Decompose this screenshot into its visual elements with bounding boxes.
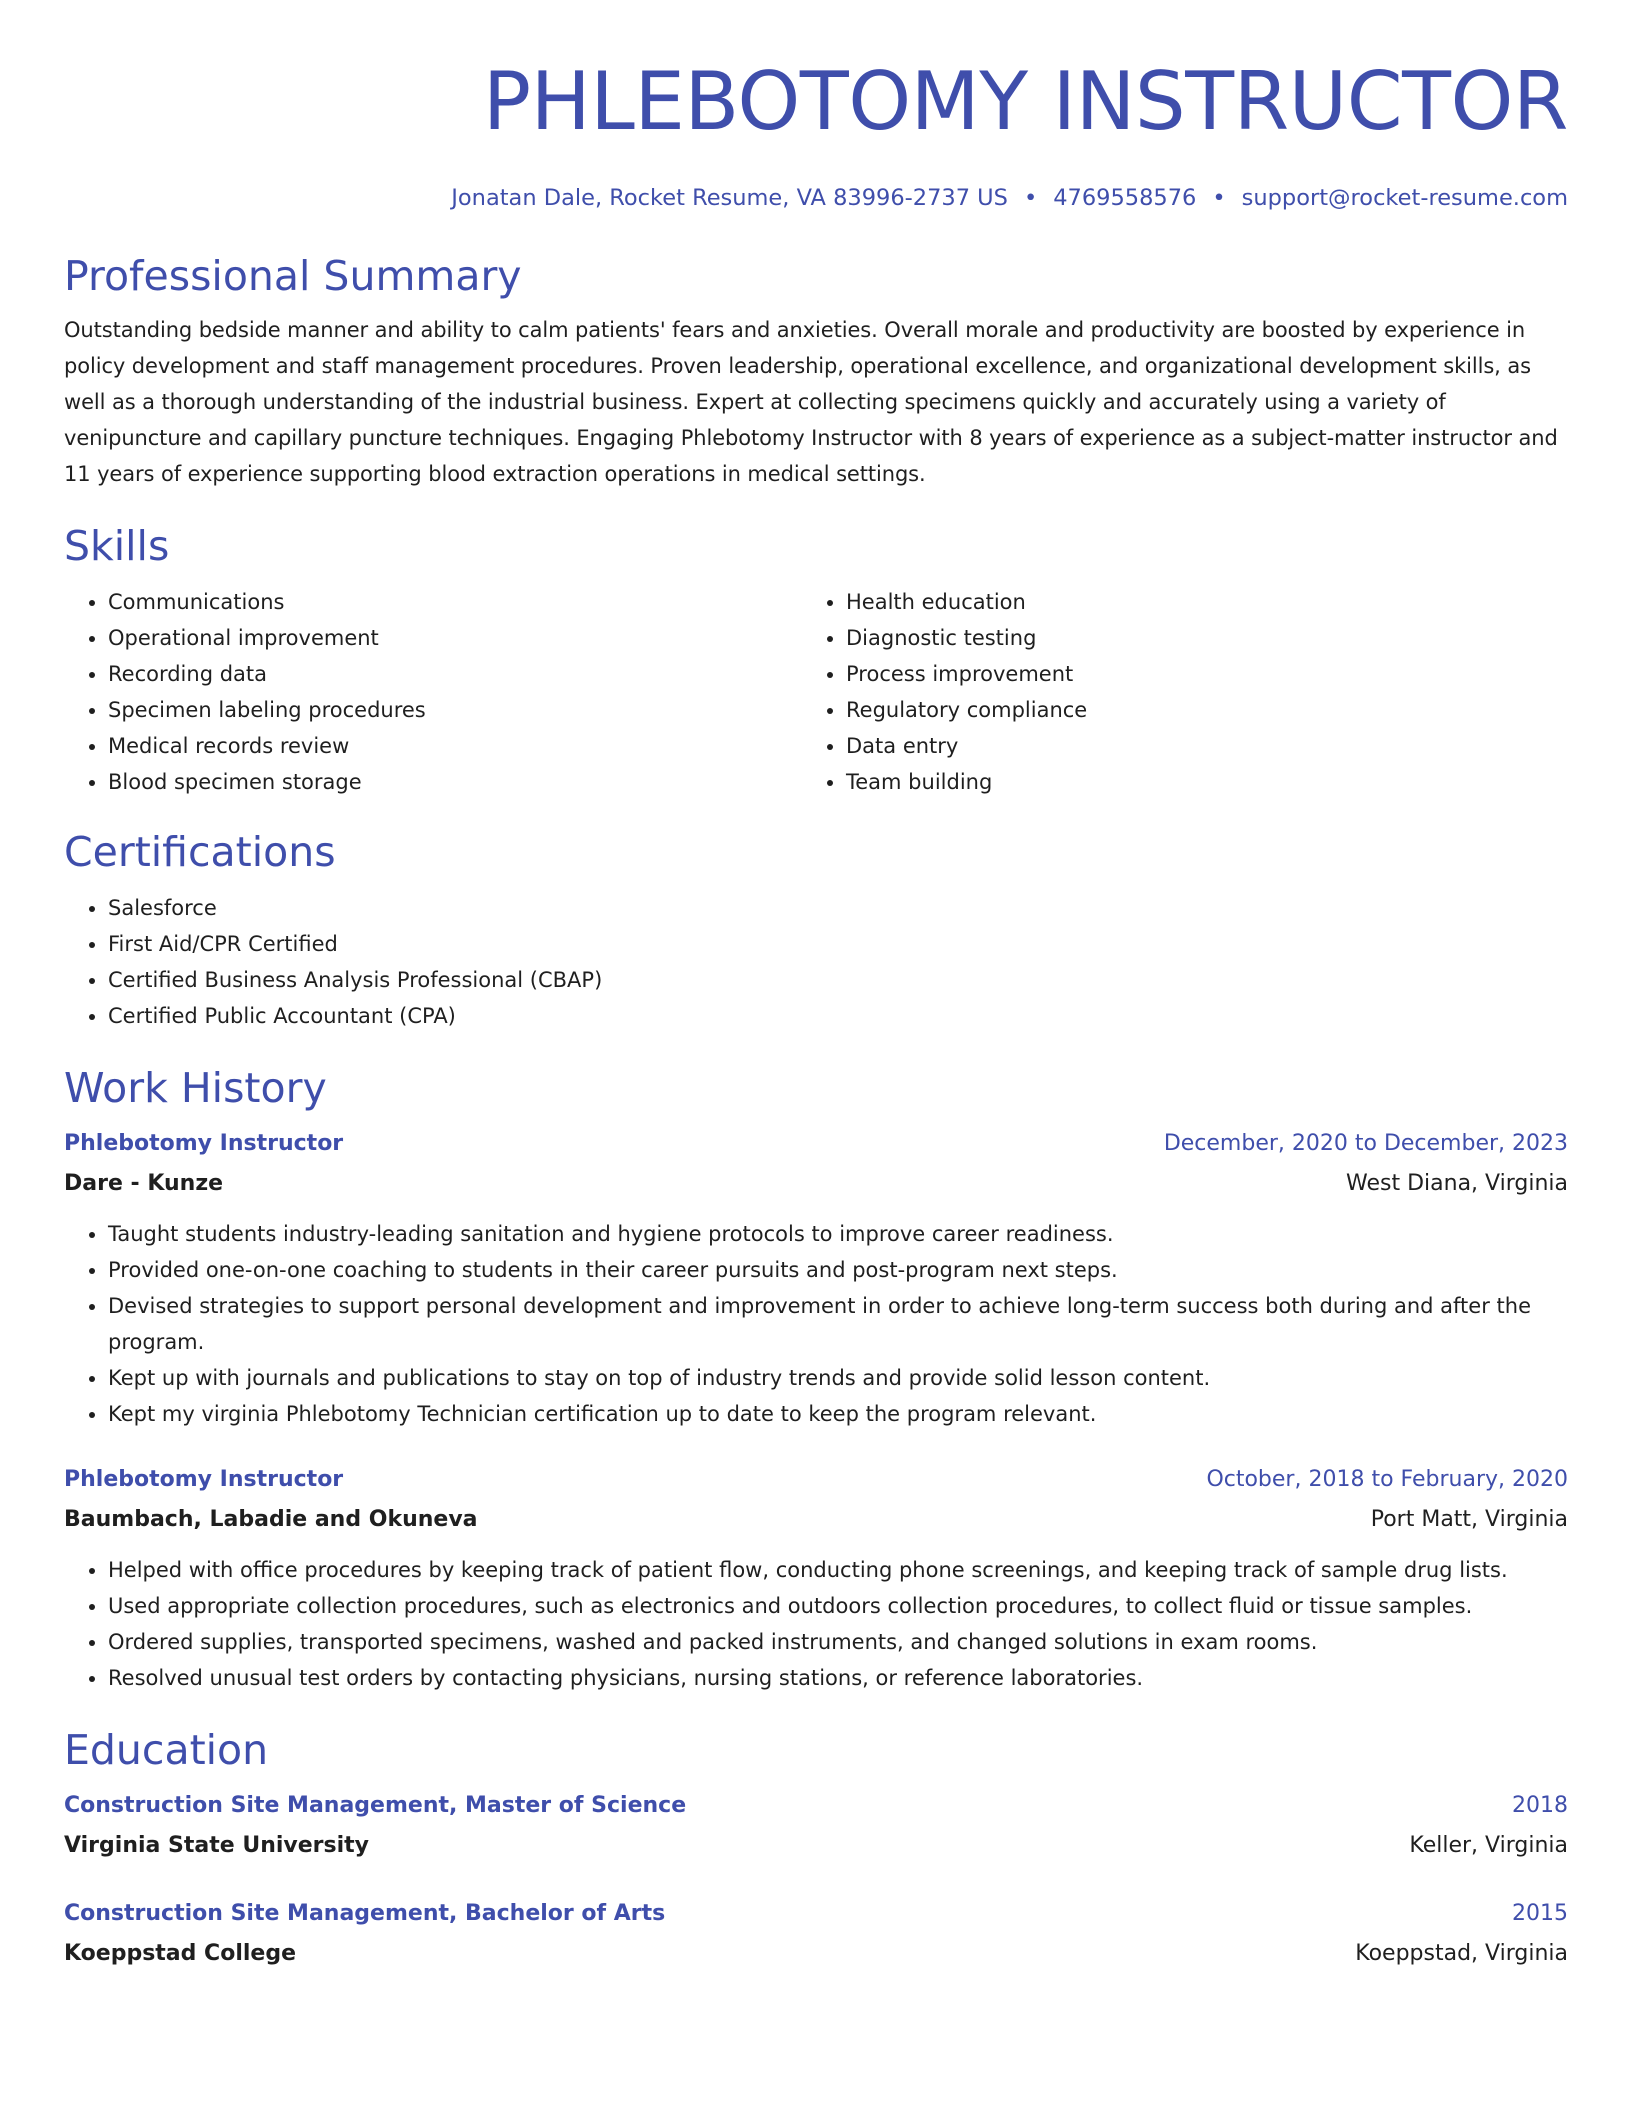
certification-item: • Certified Business Analysis Professional (CBAP) [108, 962, 1568, 998]
job-bullet: • Ordered supplies, transported specimens, washed and packed instruments, and changed solutions in exam rooms. [108, 1624, 1568, 1660]
skill-item: • Medical records review [108, 728, 802, 764]
skills-grid [64, 584, 1568, 800]
education-location: Keller, Virginia [1409, 1833, 1568, 1858]
section-heading-work-history: Work History [64, 1064, 327, 1112]
education-entry [64, 1786, 1568, 1866]
skill-item: • Health education [846, 584, 1540, 620]
education-degree-row [64, 1894, 1568, 1934]
job-bullet: • Devised strategies to support personal development and improvement in order to achieve long-term success both during and after the program. [108, 1288, 1568, 1360]
skills-column-left [64, 584, 802, 800]
education-location: Koeppstad, Virginia [1355, 1941, 1568, 1966]
certifications-list [64, 890, 1568, 1034]
contact-address: Jonatan Dale, Rocket Resume, VA 83996-2737 US [451, 185, 1008, 211]
section-heading-education: Education [64, 1726, 269, 1774]
education-degree-row [64, 1786, 1568, 1826]
skill-item: • Blood specimen storage [108, 764, 802, 800]
job-bullet: • Used appropriate collection procedures, such as electronics and outdoors collection procedures, to collect fluid or tissue samples. [108, 1588, 1568, 1624]
skills-column-right [802, 584, 1540, 800]
education-degree: Construction Site Management, Master of Science [64, 1793, 687, 1818]
job-company-row [64, 1500, 1568, 1540]
skill-item: • Regulatory compliance [846, 692, 1540, 728]
certifications-section [64, 826, 1568, 1034]
skills-section [64, 520, 1568, 800]
job-company: Dare - Kunze [64, 1171, 224, 1196]
job-dates: December, 2020 to December, 2023 [1163, 1131, 1568, 1156]
job-entry [64, 1124, 1568, 1432]
job-header-row [64, 1124, 1568, 1164]
skill-item: • Diagnostic testing [846, 620, 1540, 656]
job-entry [64, 1460, 1568, 1696]
section-heading-summary: Professional Summary [64, 252, 522, 300]
job-company: Baumbach, Labadie and Okuneva [64, 1507, 478, 1532]
summary-text: Outstanding bedside manner and ability to calm patients' fears and anxieties. Overall morale and productivity are boosted by experience in policy development and staff management procedures. Proven leadership, operational excellence, and organizational development skills, as well as a thorough understanding of the industrial business. Expert at collecting specimens quickly and accurately using a variety of venipuncture and capillary puncture techniques. Engaging Phlebotomy Instructor with 8 years of experience as a subject-matter instructor and 11 years of experience supporting blood extraction operations in medical settings. [64, 318, 1558, 486]
education-school-row [64, 1826, 1568, 1866]
education-school: Virginia State University [64, 1833, 370, 1858]
job-location: Port Matt, Virginia [1370, 1507, 1568, 1532]
job-bullet: • Provided one-on-one coaching to students in their career pursuits and post-program next steps. [108, 1252, 1568, 1288]
education-degree: Construction Site Management, Bachelor of Arts [64, 1901, 666, 1926]
certification-item: • First Aid/CPR Certified [108, 926, 1568, 962]
job-bullet: • Helped with office procedures by keeping track of patient flow, conducting phone screenings, and keeping track of sample drug lists. [108, 1552, 1568, 1588]
resume-title: PHLEBOTOMY INSTRUCTOR [482, 55, 1568, 148]
job-company-row [64, 1164, 1568, 1204]
contact-line [64, 182, 1568, 214]
job-bullet: • Taught students industry-leading sanitation and hygiene protocols to improve career readiness. [108, 1216, 1568, 1252]
job-bullets [64, 1216, 1568, 1432]
job-bullet: • Kept up with journals and publications to stay on top of industry trends and provide solid lesson content. [108, 1360, 1568, 1396]
education-school: Koeppstad College [64, 1941, 296, 1966]
skill-item: • Data entry [846, 728, 1540, 764]
job-bullet: • Kept my virginia Phlebotomy Technician certification up to date to keep the program relevant. [108, 1396, 1568, 1432]
skill-item: • Recording data [108, 656, 802, 692]
skills-list-right [802, 584, 1540, 800]
education-year: 2015 [1512, 1901, 1568, 1926]
work-history-section [64, 1062, 1568, 1696]
skill-item: • Specimen labeling procedures [108, 692, 802, 728]
separator-dot: • [1023, 185, 1038, 211]
job-header-row [64, 1460, 1568, 1500]
education-school-row [64, 1934, 1568, 1974]
job-bullets [64, 1552, 1568, 1696]
skill-item: • Communications [108, 584, 802, 620]
summary-section [64, 250, 1568, 492]
separator-dot: • [1212, 185, 1226, 211]
job-dates: October, 2018 to February, 2020 [1206, 1467, 1568, 1492]
education-entry [64, 1894, 1568, 1974]
job-title: Phlebotomy Instructor [64, 1131, 344, 1156]
education-section [64, 1724, 1568, 1974]
contact-phone: 4769558576 [1053, 185, 1197, 211]
certification-item: • Certified Public Accountant (CPA) [108, 998, 1568, 1034]
skill-item: • Team building [846, 764, 1540, 800]
section-heading-certifications: Certifications [64, 828, 336, 876]
contact-email[interactable]: support@rocket-resume.com [1241, 185, 1568, 211]
certification-item: • Salesforce [108, 890, 1568, 926]
job-location: West Diana, Virginia [1346, 1171, 1568, 1196]
skills-list-left [64, 584, 802, 800]
education-year: 2018 [1512, 1793, 1568, 1818]
section-heading-skills: Skills [64, 522, 170, 570]
skill-item: • Operational improvement [108, 620, 802, 656]
job-title: Phlebotomy Instructor [64, 1467, 344, 1492]
skill-item: • Process improvement [846, 656, 1540, 692]
job-bullet: • Resolved unusual test orders by contacting physicians, nursing stations, or reference laboratories. [108, 1660, 1568, 1696]
